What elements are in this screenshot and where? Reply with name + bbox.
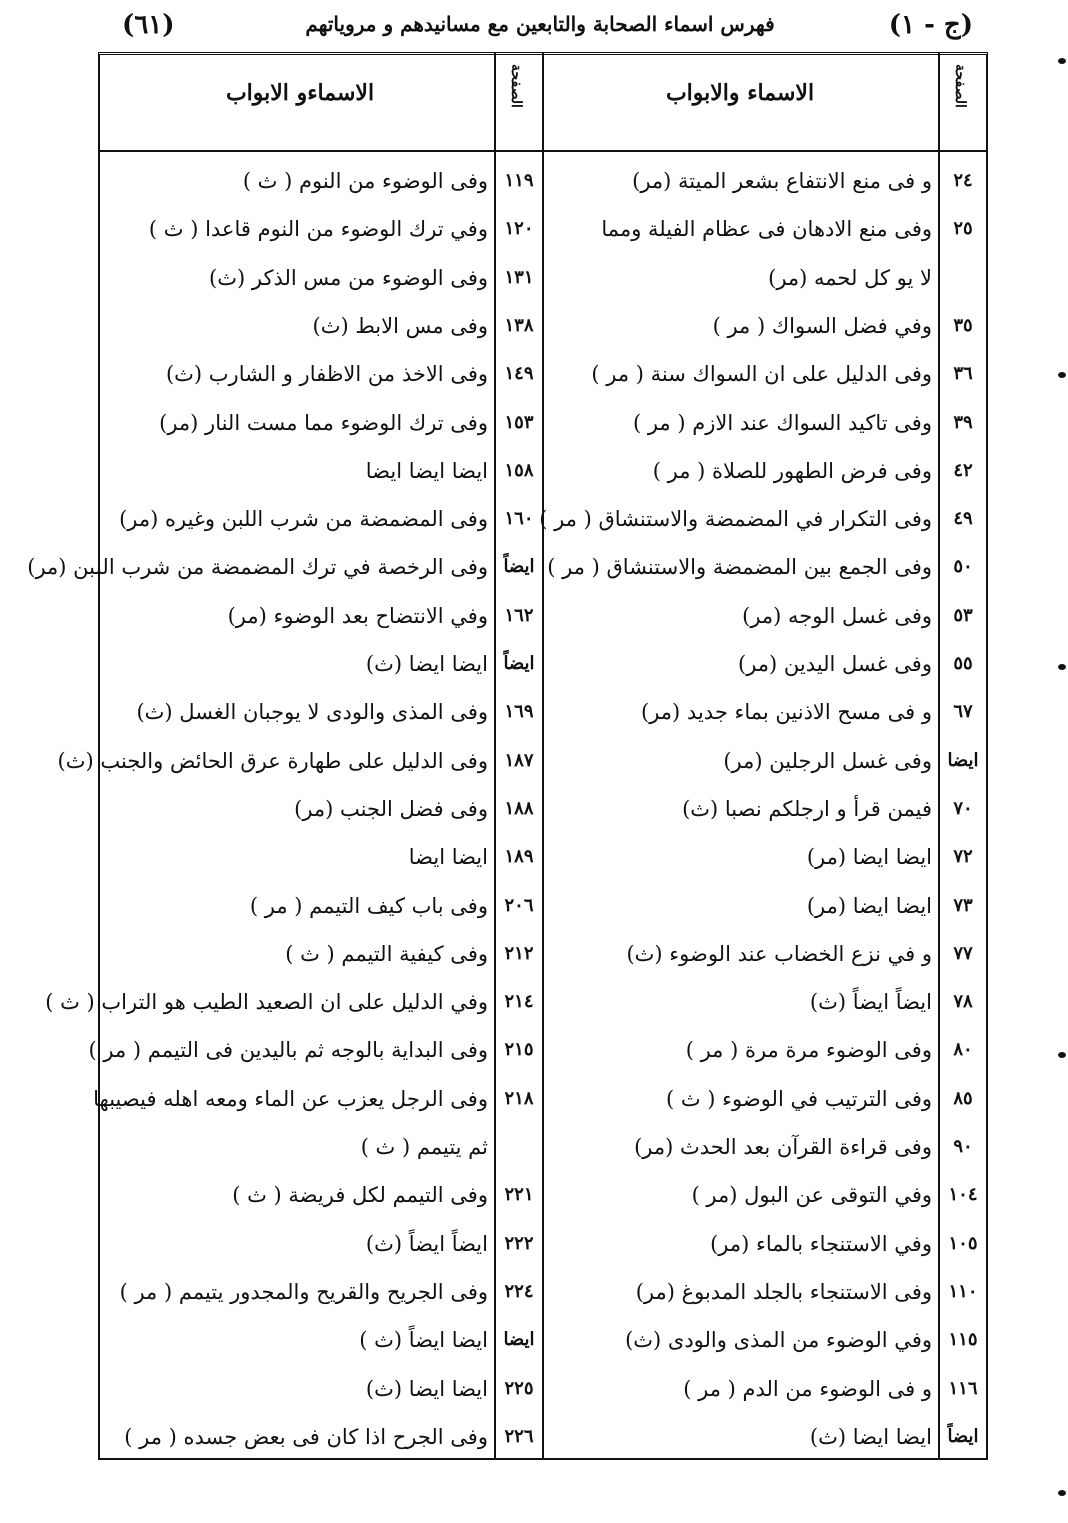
left-row-entry: وفى الجرح اذا كان فى بعض جسده ( مر )	[124, 1425, 488, 1449]
left-row-entry: ثم يتيمم ( ث )	[360, 1135, 488, 1159]
right-row-entry: وفي التوقى عن البول (مر )	[691, 1183, 932, 1207]
right-row-page: ٦٧	[953, 701, 973, 722]
right-row-entry: وفى غسل الرجلين (مر)	[723, 749, 932, 773]
left-row-entry: وفى التيمم لكل فريضة ( ث )	[232, 1183, 488, 1207]
left-row-page: ١٣١	[504, 267, 534, 288]
left-row-entry: وفى كيفية التيمم ( ث )	[285, 942, 488, 966]
left-row-entry: وفي الانتضاح بعد الوضوء (مر)	[227, 604, 488, 628]
right-row-page: ٧٧	[953, 943, 973, 964]
right-row-page: ٥٥	[953, 653, 973, 674]
left-row-page: ٢٢٤	[504, 1281, 534, 1302]
left-row-entry: وفى باب كيف التيمم ( مر )	[249, 894, 488, 918]
left-row-page: ١٥٣	[504, 412, 534, 433]
left-row-page: ١٦٩	[504, 701, 534, 722]
left-row-entry: ايضا ايضا ايضا	[365, 459, 488, 483]
left-row-page: ١٢٠	[504, 218, 534, 239]
right-row-entry: ايضا ايضا (مر)	[806, 845, 932, 869]
right-row-page: ١٠٥	[948, 1233, 978, 1254]
right-row-page: ٣٩	[953, 412, 973, 433]
right-row-page: ١١٥	[948, 1329, 978, 1350]
left-row-page: ٢١٤	[504, 991, 534, 1012]
right-row-entry: وفي الوضوء من المذى والودى (ث)	[625, 1328, 932, 1352]
volume-label: (ج - ١)	[888, 10, 973, 40]
right-row-page: ٧٠	[953, 798, 973, 819]
left-row-page: ٢٠٦	[504, 895, 534, 916]
right-row-entry: ايضاً ايضاً (ث)	[809, 990, 932, 1014]
right-row-page: ٨٥	[953, 1088, 973, 1109]
right-row-entry: و فى الوضوء من الدم ( مر )	[683, 1377, 932, 1401]
right-row-page: ١٠٤	[948, 1184, 978, 1205]
right-row-page: ايضا	[947, 750, 979, 771]
right-row-page: ٧٨	[953, 991, 973, 1012]
right-row-entry: وفى تاكيد السواك عند الازم ( مر )	[632, 411, 932, 435]
left-row-entry: ايضا ايضا (ث)	[365, 652, 488, 676]
left-row-page: ٢١٨	[504, 1088, 534, 1109]
right-row-page: ٣٦	[953, 363, 973, 384]
right-row-page: ٤٢	[953, 460, 973, 481]
left-row-entry: وفى الرخصة في ترك المضمضة من شرب اللبن (مر)	[27, 555, 488, 579]
left-row-page: ١٨٨	[504, 798, 534, 819]
left-page-column-header: الصفحة	[508, 64, 524, 108]
left-row-page: ٢١٥	[504, 1039, 534, 1060]
right-row-entry: ايضا ايضا (ث)	[809, 1425, 932, 1449]
right-row-entry: و في نزع الخضاب عند الوضوء (ث)	[626, 942, 932, 966]
left-row-page: ٢٢٦	[504, 1426, 534, 1447]
left-row-page: ١٣٨	[504, 315, 534, 336]
right-row-entry: لا يو كل لحمه (مر)	[768, 266, 932, 290]
left-row-page	[496, 1124, 542, 1170]
left-title-column-header: الاسماءو الابواب	[225, 80, 375, 106]
right-row-page: ١١٦	[948, 1378, 978, 1399]
left-row-entry: وفي الدليل على ان الصعيد الطيب هو التراب ( ث )	[45, 990, 488, 1014]
left-row-entry: وفى الوضوء من مس الذكر (ث)	[209, 266, 488, 290]
right-row-page	[940, 255, 986, 301]
left-row-entry: ايضا ايضاً (ث )	[359, 1328, 488, 1352]
right-row-page: ٨٠	[953, 1039, 973, 1060]
page-header	[0, 6, 1068, 48]
right-row-entry: وفى فرض الطهور للصلاة ( مر )	[652, 459, 932, 483]
left-row-page: ١٦٢	[504, 605, 534, 626]
left-row-page: ١٦٠	[504, 508, 534, 529]
right-row-entry: وفى الاستنجاء بالجلد المدبوغ (مر)	[635, 1280, 932, 1304]
right-row-page: ايضاً	[947, 1426, 979, 1447]
scan-mark	[1058, 1052, 1066, 1058]
left-row-entry: ايضا ايضا	[408, 845, 488, 869]
right-row-entry: وفى الوضوء مرة مرة ( مر )	[685, 1038, 932, 1062]
right-row-entry: وفى التكرار في المضمضة والاستنشاق ( مر )	[539, 507, 932, 531]
left-row-page: ايضاً	[503, 556, 535, 577]
right-row-entry: وفى منع الادهان فى عظام الفيلة ومما	[601, 217, 932, 241]
right-row-entry: وفى الترتيب في الوضوء ( ث )	[665, 1087, 932, 1111]
right-row-entry: ايضا ايضا (مر)	[806, 894, 932, 918]
right-row-page: ٥٣	[953, 605, 973, 626]
left-row-entry: وفى الجريح والقريح والمجدور يتيمم ( مر )	[119, 1280, 488, 1304]
left-row-entry: وفي ترك الوضوء من النوم قاعدا ( ث )	[148, 217, 488, 241]
right-row-entry: وفى قراءة القرآن بعد الحدث (مر)	[634, 1135, 932, 1159]
left-row-entry: وفى البداية بالوجه ثم باليدين فى التيمم ( مر )	[88, 1038, 488, 1062]
right-row-page: ٩٠	[953, 1136, 973, 1157]
left-row-page: ايضاً	[503, 653, 535, 674]
right-row-page: ٧٢	[953, 846, 973, 867]
left-row-page: ٢٢٢	[504, 1233, 534, 1254]
right-row-page: ٥٠	[953, 556, 973, 577]
right-row-entry: وفى الدليل على ان السواك سنة ( مر )	[591, 362, 932, 386]
left-row-entry: ايضا ايضا (ث)	[365, 1377, 488, 1401]
right-row-entry: وفي فضل السواك ( مر )	[712, 314, 932, 338]
scan-mark	[1058, 1490, 1066, 1496]
left-row-entry: وفى ترك الوضوء مما مست النار (مر)	[159, 411, 488, 435]
left-row-entry: ايضاً ايضاً (ث)	[365, 1232, 488, 1256]
left-row-page: ١٨٧	[504, 750, 534, 771]
left-row-entry: وفى الدليل على طهارة عرق الحائض والجنب (ث)	[57, 749, 488, 773]
right-row-entry: وفي الاستنجاء بالماء (مر)	[710, 1232, 932, 1256]
left-row-entry: وفى مس الابط (ث)	[312, 314, 488, 338]
page-number: (٦١)	[122, 10, 175, 40]
left-row-page: ٢٢٥	[504, 1378, 534, 1399]
right-row-entry: وفى غسل الوجه (مر)	[742, 604, 932, 628]
right-row-page: ٧٣	[953, 895, 973, 916]
scan-mark	[1058, 372, 1066, 378]
column-divider	[542, 52, 544, 1460]
right-row-entry: وفى غسل اليدين (مر)	[738, 652, 932, 676]
scan-mark	[1058, 58, 1066, 64]
left-row-page: ٢١٢	[504, 943, 534, 964]
right-row-page: ٢٥	[953, 218, 973, 239]
left-row-page: ٢٢١	[504, 1184, 534, 1205]
left-row-page: ١١٩	[504, 170, 534, 191]
scan-mark	[1058, 664, 1066, 670]
right-row-entry: فيمن قرأ و ارجلكم نصبا (ث)	[682, 797, 932, 821]
right-row-entry: و فى مسح الاذنين بماء جديد (مر)	[641, 700, 932, 724]
right-row-entry: وفى الجمع بين المضمضة والاستنشاق ( مر )	[547, 555, 932, 579]
left-row-page: ١٥٨	[504, 460, 534, 481]
right-page-column-header: الصفحة	[952, 64, 968, 108]
left-row-entry: وفى الوضوء من النوم ( ث )	[242, 169, 488, 193]
right-title-column-header: الاسماء والابواب	[665, 80, 815, 106]
left-row-page: ١٨٩	[504, 846, 534, 867]
right-row-entry: و فى منع الانتفاع بشعر الميتة (مر)	[632, 169, 932, 193]
right-row-page: ٤٩	[953, 508, 973, 529]
right-row-page: ٣٥	[953, 315, 973, 336]
right-row-page: ١١٠	[948, 1281, 978, 1302]
left-row-entry: وفى المضمضة من شرب اللبن وغيره (مر)	[119, 507, 488, 531]
left-row-entry: وفى فضل الجنب (مر)	[294, 797, 488, 821]
left-row-page: ١٤٩	[504, 363, 534, 384]
left-row-entry: وفى المذى والودى لا يوجبان الغسل (ث)	[136, 700, 488, 724]
left-row-entry: وفى الاخذ من الاظفار و الشارب (ث)	[165, 362, 488, 386]
left-row-page: ايضا	[503, 1329, 535, 1350]
page-title: فهرس اسماء الصحابة والتابعين مع مسانيدهم و مروياتهم	[305, 12, 775, 36]
left-row-entry: وفى الرجل يعزب عن الماء ومعه اهله فيصيبها	[93, 1087, 488, 1111]
right-row-page: ٢٤	[953, 170, 973, 191]
